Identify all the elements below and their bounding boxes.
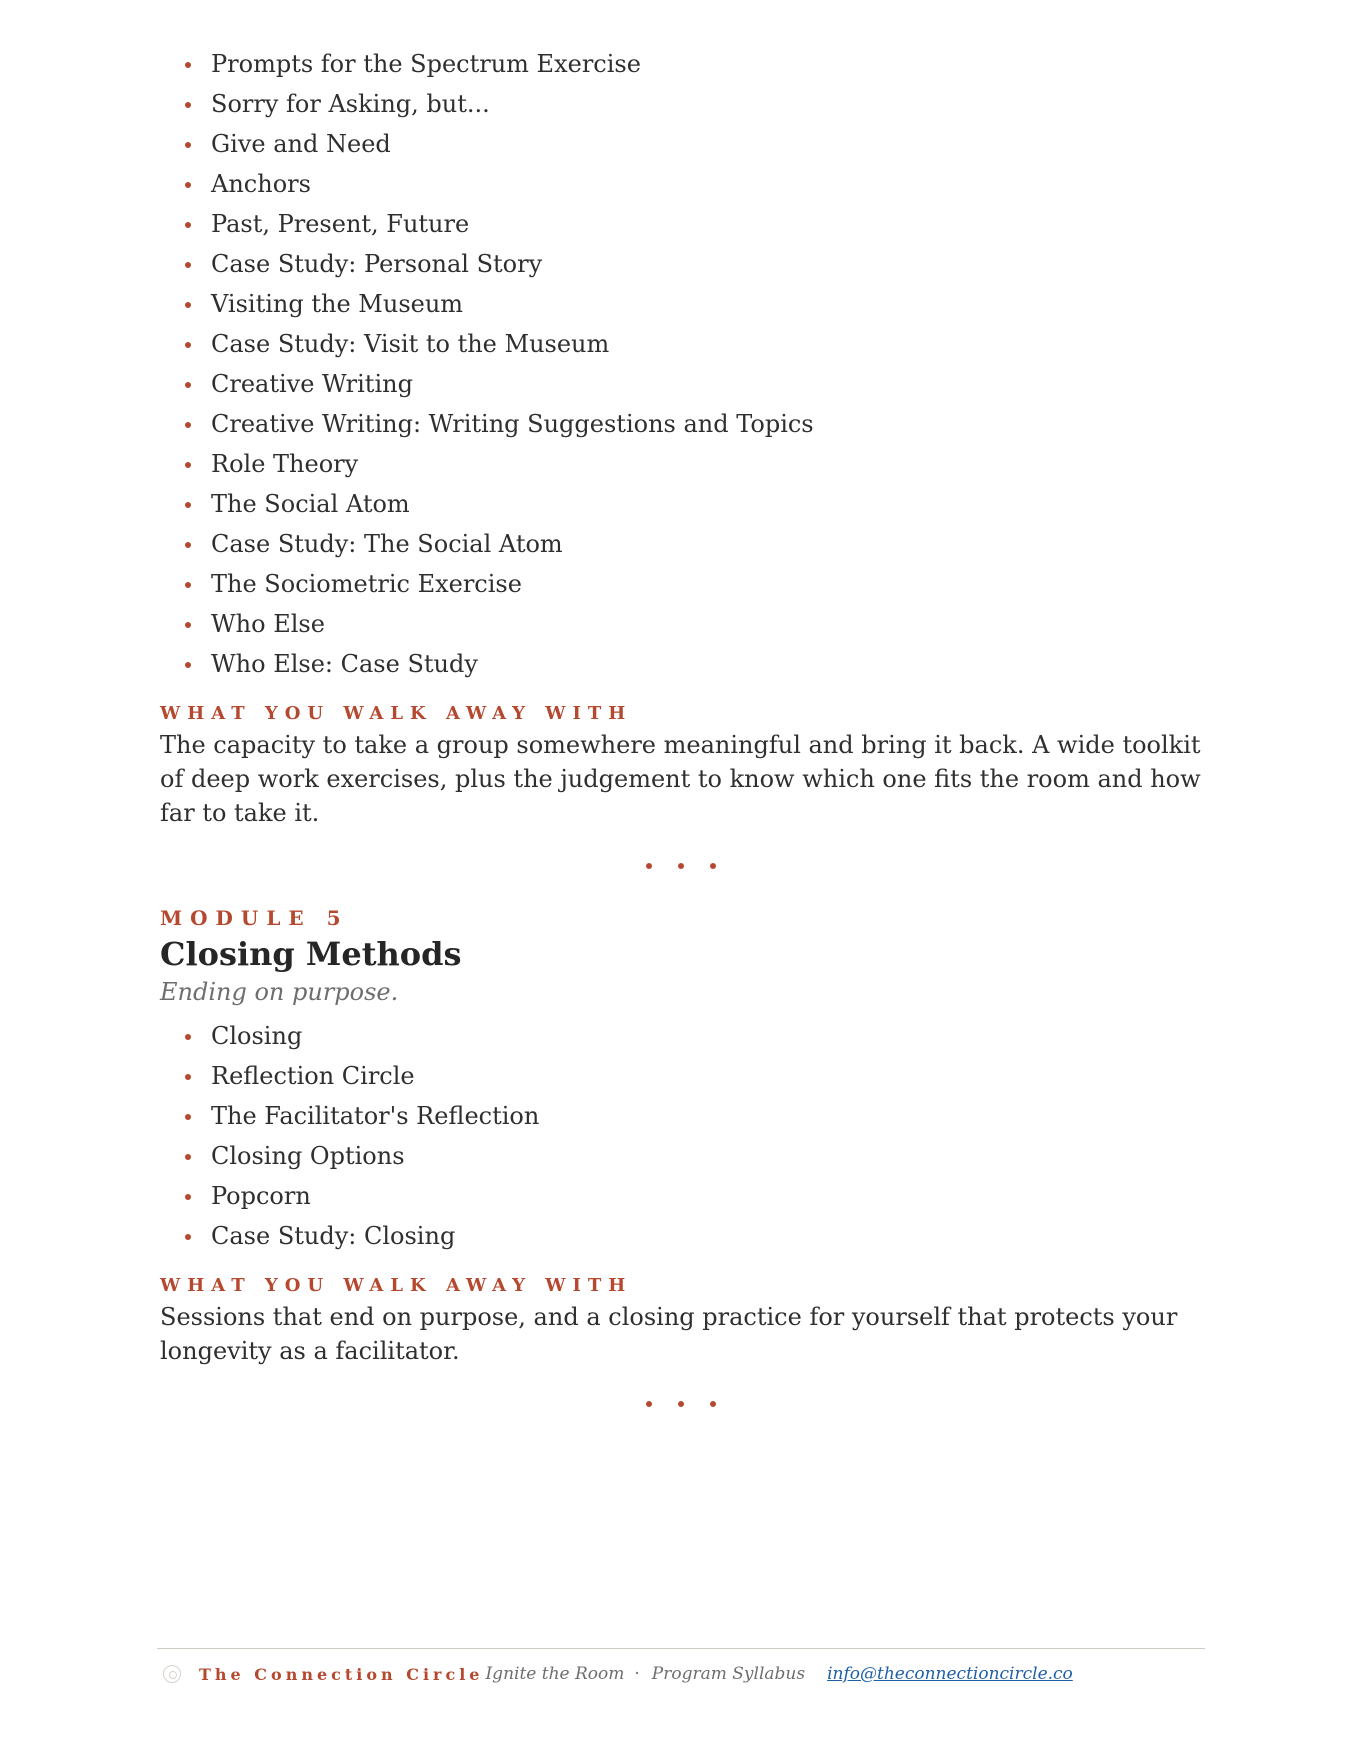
list-item: Past, Present, Future <box>211 204 1202 244</box>
divider-dot <box>710 863 716 869</box>
list-item: Anchors <box>211 164 1202 204</box>
takeaway-heading: WHAT YOU WALK AWAY WITH <box>160 1275 633 1296</box>
footer-program: Ignite the Room <box>485 1664 625 1684</box>
list-item: Visiting the Museum <box>211 284 1202 324</box>
takeaway-text: The capacity to take a group somewhere meaningful and bring it back. A wide toolkit of deep work exercises, plus the judgement to know which one fits the room and how far to take it. <box>160 731 1201 827</box>
takeaway-text: Sessions that end on purpose, and a closing practice for yourself that protects your longevity as a facilitator. <box>160 1303 1178 1365</box>
list-item: Closing Options <box>211 1136 1202 1176</box>
footer-brand: The Connection Circle <box>199 1664 484 1684</box>
list-item: The Sociometric Exercise <box>211 564 1202 604</box>
module-5-topic-list <box>160 1016 1202 1256</box>
list-item: Reflection Circle <box>211 1056 1202 1096</box>
list-item: Creative Writing: Writing Suggestions and Topics <box>211 404 1202 444</box>
divider-dot <box>646 1401 652 1407</box>
module-title: Closing Methods <box>160 935 462 973</box>
module-number: MODULE 5 <box>160 906 349 930</box>
takeaway-heading: WHAT YOU WALK AWAY WITH <box>160 703 633 724</box>
list-item: The Social Atom <box>211 484 1202 524</box>
footer-email-link[interactable]: info@theconnectioncircle.co <box>827 1664 1073 1684</box>
divider-dot <box>678 863 684 869</box>
list-item: Case Study: Personal Story <box>211 244 1202 284</box>
list-item: Case Study: Visit to the Museum <box>211 324 1202 364</box>
divider-dot <box>710 1401 716 1407</box>
section-divider <box>160 1398 1202 1410</box>
syllabus-page <box>160 44 1202 1410</box>
module-subtitle: Ending on purpose. <box>160 978 399 1006</box>
list-item: Prompts for the Spectrum Exercise <box>211 44 1202 84</box>
list-item: Role Theory <box>211 444 1202 484</box>
list-item: Popcorn <box>211 1176 1202 1216</box>
divider-dot <box>678 1401 684 1407</box>
page-footer <box>157 1648 1205 1689</box>
list-item: The Facilitator's Reflection <box>211 1096 1202 1136</box>
footer-separator: · <box>634 1664 640 1684</box>
list-item: Who Else: Case Study <box>211 644 1202 684</box>
list-item: Sorry for Asking, but... <box>211 84 1202 124</box>
circle-logo-icon <box>163 1665 181 1683</box>
list-item: Creative Writing <box>211 364 1202 404</box>
list-item: Case Study: The Social Atom <box>211 524 1202 564</box>
list-item: Who Else <box>211 604 1202 644</box>
list-item: Case Study: Closing <box>211 1216 1202 1256</box>
module-4-topic-list <box>160 44 1202 684</box>
list-item: Give and Need <box>211 124 1202 164</box>
list-item: Closing <box>211 1016 1202 1056</box>
section-divider <box>160 860 1202 872</box>
divider-dot <box>646 863 652 869</box>
footer-doc-type: Program Syllabus <box>651 1664 806 1684</box>
